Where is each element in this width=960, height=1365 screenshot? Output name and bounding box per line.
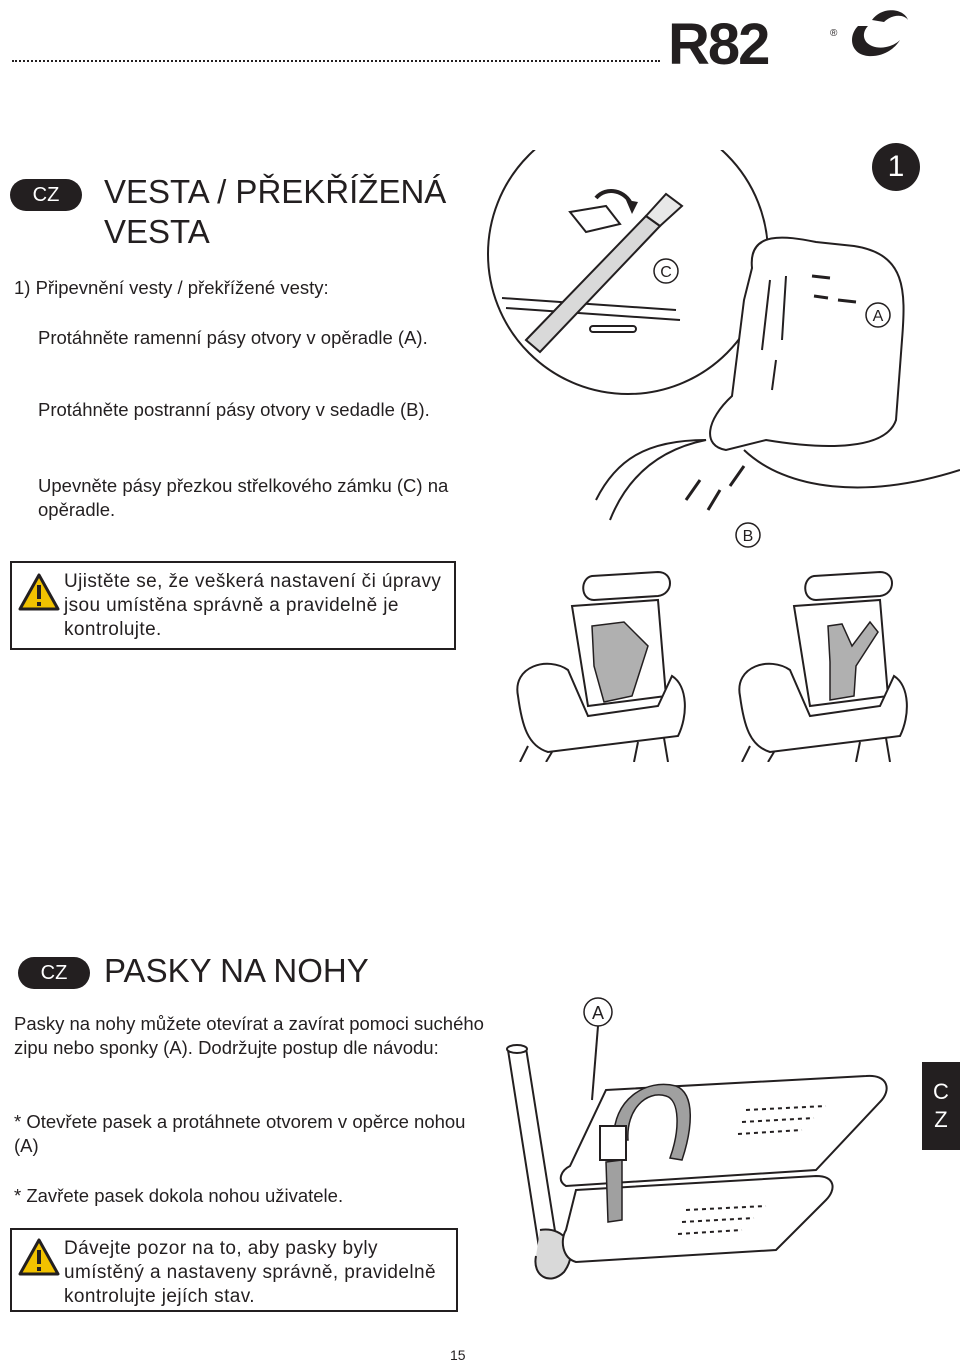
instruction-shoulder-straps: Protáhněte ramenní pásy otvory v opěradle (A). [38,327,428,348]
warning-text: Dávejte pozor na to, aby pasky byly umístěný a nastaveny správně, pravidelně kontrolujte jejích stav. [64,1238,436,1307]
seat-vest-standard [517,572,685,762]
warning-icon [18,573,60,611]
footstrap-step-open: * Otevřete pasek a protáhnete otvorem v opěrce nohou (A) [14,1111,466,1156]
header-dotted-rule [12,60,660,62]
step-heading: 1) Připevnění vesty / překřížené vesty: [14,277,329,298]
side-language-tab [922,1062,960,1150]
seat-vest-illustrations [508,566,960,762]
r82-logo [668,6,914,68]
label-c: C [660,264,672,281]
warning-icon [18,1238,60,1276]
footstrap-step-close: * Zavřete pasek dokola nohou uživatele. [14,1185,344,1206]
warning-box [10,561,456,650]
logo-registered: ® [830,28,838,39]
side-tab-letter-z: Z [934,1107,948,1132]
warning-text: Ujistěte se, že veškerá nastavení či úpravy jsou umístěna správně a pravidelně je kontrolujte. [64,571,442,640]
warning-box [10,1228,458,1312]
label-a-footrest: A [591,1003,605,1023]
instruction-buckle: Upevněte pásy přezkou střelkového zámku (C) na opěradle. [38,475,449,520]
label-a: A [872,308,884,325]
instruction-side-straps: Protáhněte postranní pásy otvory v sedadle (B). [38,399,430,420]
footrest-strap-illustration [496,990,916,1300]
side-tab-letter-c: C [933,1079,949,1104]
seat-vest-crossed [739,572,907,762]
section-title-pasky: PASKY NA NOHY [104,952,369,989]
label-b: B [742,528,754,545]
backrest-strap-illustration [486,150,960,560]
page-number: 15 [450,1347,466,1363]
language-badge-cz: CZ [10,179,82,211]
language-badge-cz: CZ [18,957,90,989]
page-section-badge: 1 [872,143,920,191]
footstrap-intro: Pasky na nohy můžete otevírat a zavírat pomoci suchého zipu nebo sponky (A). Dodržujte postup dle návodu: [14,1013,484,1058]
section-title-vesta: VESTA / PŘEKŘÍŽENÁ VESTA [104,173,447,250]
logo-text: R82 [668,12,769,68]
